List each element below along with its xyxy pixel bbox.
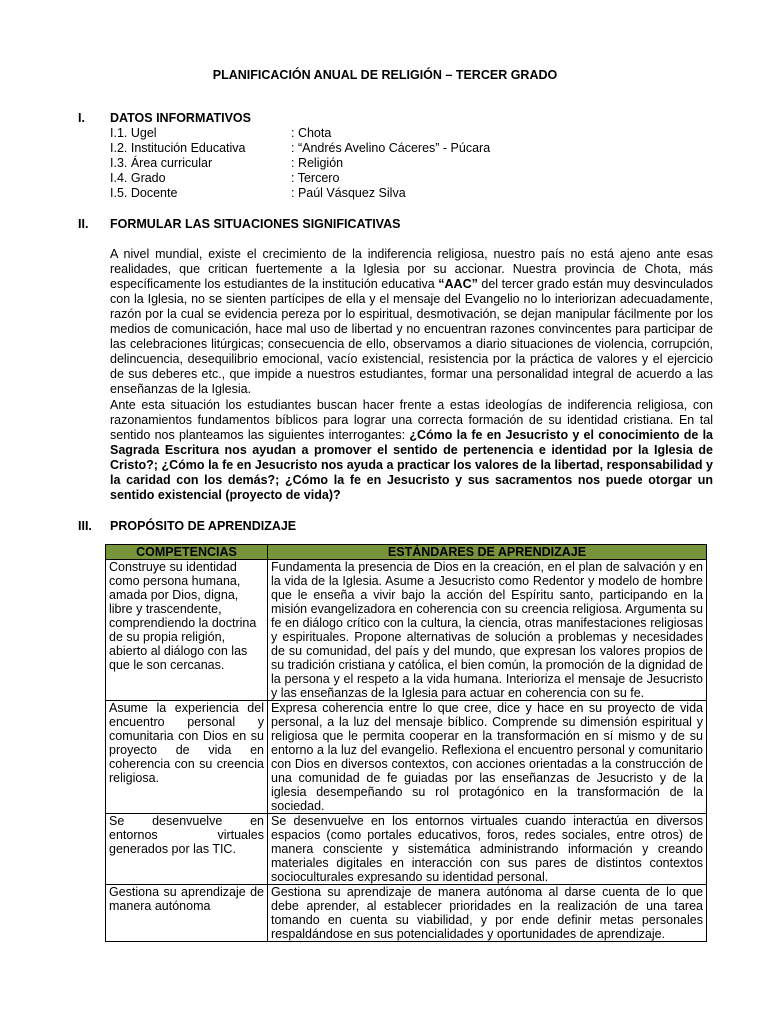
table-row: [106, 885, 707, 942]
situation-paragraph-1: [110, 247, 713, 397]
column-header-estandares: ESTÁNDARES DE APRENDIZAJE: [268, 545, 707, 560]
info-value: : Tercero: [291, 171, 340, 185]
competencia-cell: Se desenvuelve en entornos virtuales generados por las TIC.: [106, 814, 268, 885]
section-3-number: III.: [78, 519, 92, 533]
info-value: : Paúl Vásquez Silva: [291, 186, 406, 200]
paragraph-bold-text: “AAC”: [438, 277, 478, 291]
table-row: [106, 814, 707, 885]
info-label: I.5. Docente: [110, 186, 178, 200]
paragraph-text: del tercer grado están muy desvinculados con la Iglesia, no se sienten partícipes de ella y el mensaje del Evangelio no lo interiorizan adecuadamente, razón por la cual se evidencia pereza por lo espiritual, desmotivación, se dejan manipular fácilmente por los medios de comunicación, hace mal uso de libertad y no encuentran razones convincentes para participar de las celebraciones litúrgicas; consecuencia de ello, observamos a diario situaciones de violencia, corrupción, delincuencia, desequilibrio emocional, vacío existencial, resistencia por la práctica de valores y el ejercicio de sus deberes etc., que impide a nuestros estudiantes, formar una personalidad integral de acuerdo a las enseñanzas de la Iglesia.: [110, 277, 713, 396]
info-row-docente: [110, 186, 630, 201]
section-2-number: II.: [78, 217, 89, 231]
estandar-cell: Gestiona su aprendizaje de manera autónoma al darse cuenta de lo que debe aprender, al establecer prioridades en la realización de una tarea tomando en cuenta su viabilidad, y por ende definir metas personales respaldándose en sus potencialidades y oportunidades de aprendizaje.: [268, 885, 707, 942]
estandar-cell: Se desenvuelve en los entornos virtuales cuando interactúa en diversos espacios (como portales educativos, foros, redes sociales, entre otros) de manera consciente y sistemática administrando información y creando materiales digitales en interacción con sus pares de distintos contextos socioculturales expresando su identidad personal.: [268, 814, 707, 885]
info-label: I.4. Grado: [110, 171, 166, 185]
section-3-title: PROPÓSITO DE APRENDIZAJE: [110, 519, 297, 533]
info-label: I.3. Área curricular: [110, 156, 213, 170]
section-2-title: FORMULAR LAS SITUACIONES SIGNIFICATIVAS: [110, 217, 401, 231]
table-header-row: [106, 545, 707, 560]
info-value: : Chota: [291, 126, 332, 140]
competencia-cell: Gestiona su aprendizaje de manera autónoma: [106, 885, 268, 942]
estandar-cell: Fundamenta la presencia de Dios en la creación, en el plan de salvación y en la vida de la Iglesia. Asume a Jesucristo como Redentor y modelo de hombre que le enseña a vivir bajo la acción del Espíritu santo, participando en la misión evangelizadora en coherencia con su creencia religiosa. Argumenta su fe en diálogo crítico con la cultura, la ciencia, otras manifestaciones religiosas y espirituales. Propone alternativas de solución a problemas y necesidades de su comunidad, del país y del mundo, que expresan los valores propios de su tradición cristiana y católica, el bien común, la promoción de la dignidad de la persona y el respeto a la vida humana. Interioriza el mensaje de Jesucristo y las enseñanzas de la Iglesia para actuar en coherencia con su fe.: [268, 560, 707, 701]
section-1-title: DATOS INFORMATIVOS: [110, 111, 251, 125]
competencia-cell: Construye su identidad como persona humana, amada por Dios, digna, libre y trascendente, comprendiendo la doctrina de su propia religión, abierto al diálogo con las que le son cercanas.: [106, 560, 268, 701]
paragraph-text: Ante esta situación los estudiantes buscan hacer frente a estas ideologías de indiferencia religiosa, con razonamientos fundamentos bíblicos para lograr una correcta formación de su identidad cristiana. En tal sentido nos planteamos las siguientes interrogantes:: [110, 398, 713, 442]
learning-purpose-table: [105, 544, 707, 942]
competencia-cell: Asume la experiencia del encuentro personal y comunitaria con Dios en su proyecto de vida en coherencia con su creencia religiosa.: [106, 701, 268, 814]
info-value: : Religión: [291, 156, 344, 170]
situation-paragraph-2: [110, 398, 713, 503]
info-value: : “Andrés Avelino Cáceres” - Púcara: [291, 141, 491, 155]
info-row-area: [110, 156, 630, 171]
info-row-institucion: [110, 141, 630, 156]
info-label: I.1. Ugel: [110, 126, 157, 140]
info-label: I.2. Institución Educativa: [110, 141, 246, 155]
paragraph-text: A nivel mundial, existe el crecimiento de la indiferencia religiosa, nuestro país no está ajeno ante esas realidades, que critican fuertemente a la Iglesia por su accionar. Nuestra provincia de Chota, más específicamente los estudiantes de la institución educativa: [110, 247, 713, 291]
info-row-grado: [110, 171, 630, 186]
table-row: [106, 701, 707, 814]
column-header-competencias: COMPETENCIAS: [106, 545, 268, 560]
section-1-number: I.: [78, 111, 85, 125]
document-title: PLANIFICACIÓN ANUAL DE RELIGIÓN – TERCER GRADO: [212, 68, 558, 82]
paragraph-bold-questions: ¿Cómo la fe en Jesucristo y el conocimiento de la Sagrada Escritura nos ayudan a promover el sentido de pertenencia e identidad por la Iglesia de Cristo?; ¿Cómo la fe en Jesucristo nos ayuda a practicar los valores de la libertad, responsabilidad y la caridad con los demás?; ¿Cómo la fe en Jesucristo y sus sacramentos nos puede otorgar un sentido existencial (proyecto de vida)?: [110, 428, 714, 502]
info-row-ugel: [110, 126, 630, 141]
estandar-cell: Expresa coherencia entre lo que cree, dice y hace en su proyecto de vida personal, a la luz del mensaje bíblico. Comprende su dimensión espiritual y religiosa que le permita cooperar en la transformación en sí mismo y de su entorno a la luz del evangelio. Reflexiona el encuentro personal y comunitario con Dios en diversos contextos, con acciones orientadas a la construcción de una comunidad de fe guiadas por las enseñanzas de Jesucristo y de la iglesia desempeñando su rol protagónico en la transformación de la sociedad.: [268, 701, 707, 814]
table-row: [106, 560, 707, 701]
